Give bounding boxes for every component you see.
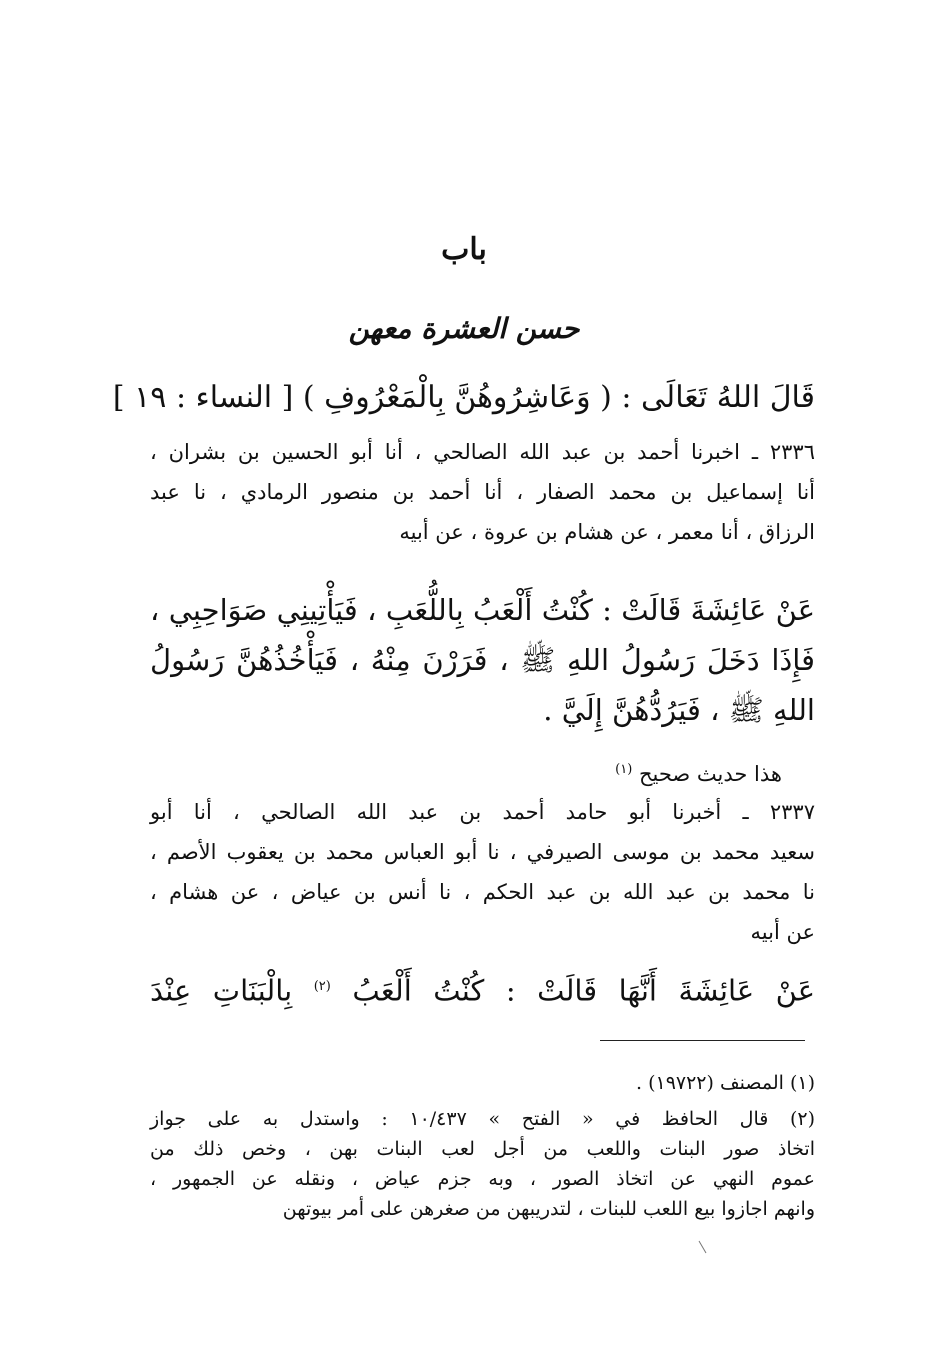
isnad-line: ٢٣٣٧ ـ أخبرنا أبو حامد أحمد بن عبد الله الصالحي ، أنا أبو: [150, 800, 815, 824]
hadith-2337-isnad: [150, 792, 815, 952]
matn-text: عَنْ عَائِشَةَ أَنَّهَا قَالَتْ : كُنْتُ أَلْعَبُ: [352, 973, 816, 1008]
matn-text: بِالْبَنَاتِ عِنْدَ: [150, 973, 293, 1008]
hadith-2337-text: [150, 962, 815, 1016]
matn-line: [150, 962, 815, 1016]
matn-line: عَنْ عَائِشَةَ قَالَتْ : كُنْتُ أَلْعَبُ بِاللُّعَبِ ، فَيَأْتِينِي صَوَاحِبِي ،: [150, 593, 815, 627]
isnad-line: أنا إسماعيل بن محمد الصفار ، أنا أحمد بن منصور الرمادي ، نا عبد: [150, 480, 815, 504]
footnote-divider: [600, 1040, 805, 1041]
isnad-line: ٢٣٣٦ ـ اخبرنا أحمد بن عبد الله الصالحي ، أنا أبو الحسين بن بشران ،: [150, 440, 815, 464]
isnad-line: نا محمد بن عبد الله بن عبد الحكم ، نا أنس بن عياض ، عن هشام ،: [150, 880, 815, 904]
hadith-2336-isnad: [150, 432, 815, 552]
hadith-2336-text: [150, 585, 815, 735]
isnad-line: الرزاق ، أنا معمر ، عن هشام بن عروة ، عن أبيه: [399, 520, 815, 544]
footnote-2: [150, 1104, 815, 1224]
scan-mark: [699, 1241, 707, 1254]
footnote-line: عموم النهي عن اتخاذ الصور ، وبه جزم عياض ، ونقله عن الجمهور ،: [150, 1168, 815, 1190]
quran-verse-line: قَالَ اللهُ تَعَالَى : ( وَعَاشِرُوهُنَّ بِالْمَعْرُوفِ ) [ النساء : ١٩ ]: [112, 380, 815, 415]
chapter-heading: باب: [441, 232, 487, 267]
footnote-1: (١) المصنف (١٩٧٢٢) .: [635, 1072, 815, 1094]
footnote-ref-1: (١): [615, 762, 633, 777]
chapter-title: حسن العشرة معهن: [348, 312, 580, 345]
isnad-line: سعيد محمد بن موسى الصيرفي ، نا أبو العباس محمد بن يعقوب الأصم ،: [150, 840, 815, 864]
isnad-line: عن أبيه: [750, 920, 815, 944]
grading-text: هذا حديث صحيح: [638, 762, 782, 786]
footnote-line: اتخاذ صور البنات واللعب من أجل لعب البنات بهن ، وخص ذلك من: [150, 1138, 815, 1160]
footnote-line: وانهم اجازوا بيع اللعب للبنات ، لتدريبهن من صغرهن على أمر بيوتهن: [282, 1198, 815, 1220]
hadith-grading: [615, 755, 782, 789]
matn-line: اللهِ ﷺ ، فَيَرُدُّهُنَّ إِلَيَّ .: [543, 693, 815, 727]
footnote-ref-2: (٢): [313, 979, 331, 994]
footnote-line: (٢) قال الحافظ في « الفتح » ١٠/٤٣٧ : واستدل به على جواز: [150, 1108, 816, 1130]
matn-line: فَإِذَا دَخَلَ رَسُولُ اللهِ ﷺ ، فَرَرْنَ مِنْهُ ، فَيَأْخُذُهُنَّ رَسُولُ: [150, 643, 815, 677]
